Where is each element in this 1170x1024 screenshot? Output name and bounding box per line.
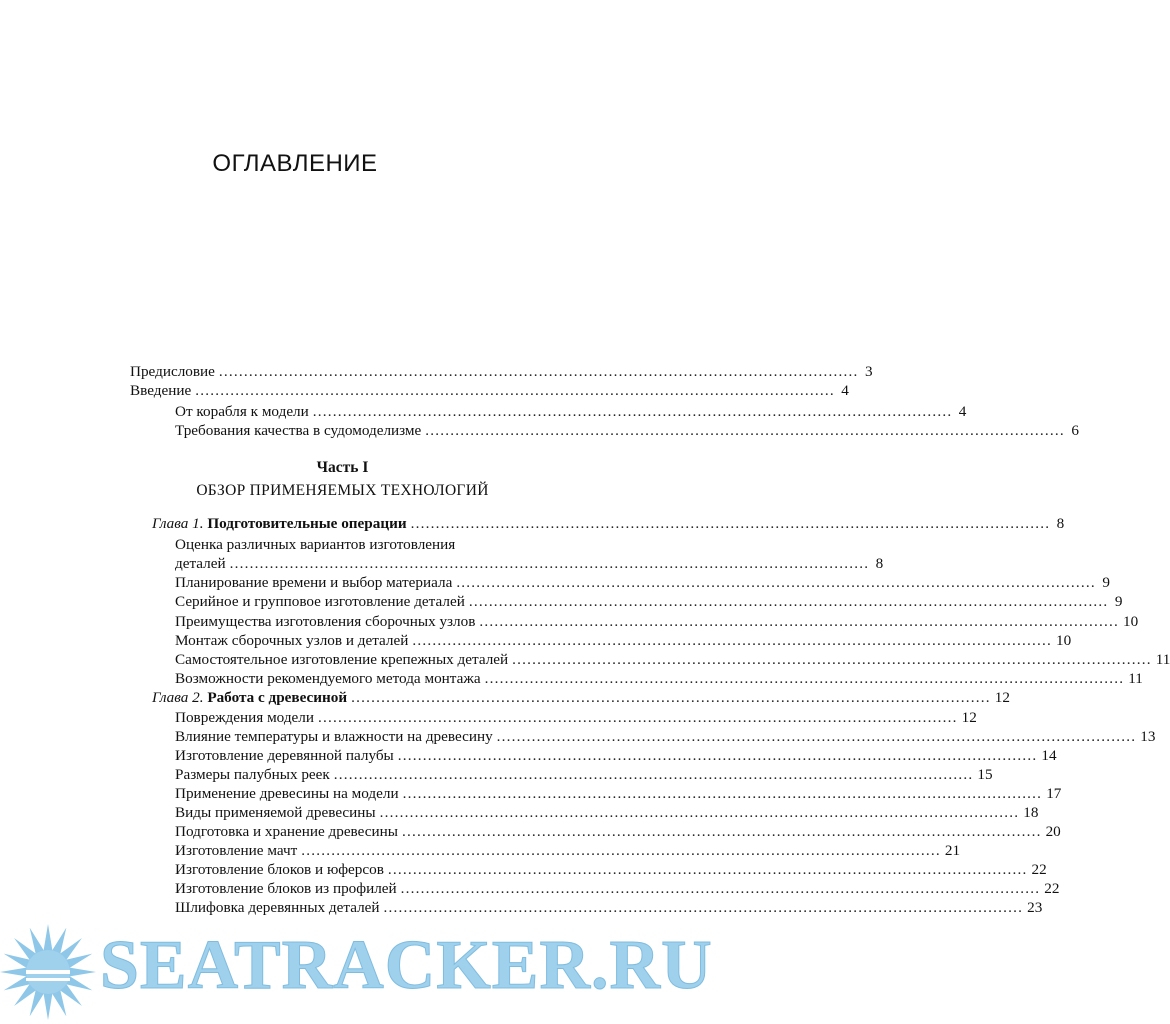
toc-entry-label: Шлифовка деревянных деталей bbox=[175, 899, 380, 916]
toc-entry-label: Преимущества изготовления сборочных узлов bbox=[175, 613, 476, 630]
toc-chapter-1[interactable] bbox=[152, 514, 1065, 533]
leader-dots: ................................................................................................................................ bbox=[383, 899, 1024, 916]
leader-dots: ................................................................................................................................ bbox=[318, 709, 958, 726]
chapter-prefix: Глава 1. bbox=[152, 515, 204, 532]
toc-entry-preface[interactable] bbox=[130, 362, 873, 381]
toc-entry[interactable] bbox=[175, 631, 1072, 650]
toc-entry-page: 18 bbox=[1023, 804, 1039, 821]
toc-entry[interactable] bbox=[175, 860, 1047, 879]
leader-dots: ................................................................................................................................ bbox=[496, 728, 1137, 745]
toc-entry-page: 22 bbox=[1031, 861, 1047, 878]
leader-dots: ................................................................................................................................ bbox=[195, 382, 835, 399]
chapter-heading bbox=[152, 514, 407, 533]
toc-entry-page: 17 bbox=[1046, 785, 1062, 802]
toc-entry-label: Влияние температуры и влажности на древесину bbox=[175, 728, 493, 745]
leader-dots: ................................................................................................................................ bbox=[512, 651, 1152, 668]
toc-entry-page: 14 bbox=[1041, 747, 1057, 764]
leader-dots: ................................................................................................................................ bbox=[387, 861, 1028, 878]
leader-dots: ................................................................................................................................ bbox=[468, 593, 1109, 610]
toc-entry-page: 3 bbox=[864, 363, 873, 380]
leader-dots: ................................................................................................................................ bbox=[479, 613, 1120, 630]
toc-entry-label: Самостоятельное изготовление крепежных деталей bbox=[175, 651, 509, 668]
leader-dots: ................................................................................................................................ bbox=[425, 422, 1065, 439]
page-title: ОГЛАВЛЕНИЕ bbox=[212, 150, 378, 177]
leader-dots: ................................................................................................................................ bbox=[400, 880, 1041, 897]
leader-dots: ................................................................................................................................ bbox=[410, 515, 1051, 532]
toc-entry-label: деталей bbox=[175, 555, 226, 572]
toc-entry-page: 8 bbox=[875, 555, 884, 572]
leader-dots: ................................................................................................................................ bbox=[379, 804, 1020, 821]
leader-dots: ................................................................................................................................ bbox=[412, 632, 1052, 649]
leader-dots: ................................................................................................................................ bbox=[218, 363, 859, 380]
toc-entry-label: Планирование времени и выбор материала bbox=[175, 574, 453, 591]
toc-entry-label: Требования качества в судомоделизме bbox=[175, 422, 422, 439]
toc-entry-label: Виды применяемой древесины bbox=[175, 804, 376, 821]
toc-entry-page: 10 bbox=[1055, 632, 1072, 649]
toc-entry-page: 21 bbox=[944, 842, 961, 859]
toc-entry-label: Серийное и групповое изготовление деталей bbox=[175, 593, 465, 610]
toc-entry-label: Введение bbox=[130, 382, 192, 399]
toc-entry[interactable] bbox=[175, 592, 1123, 611]
toc-entry-label: Монтаж сборочных узлов и деталей bbox=[175, 632, 409, 649]
leader-dots: ................................................................................................................................ bbox=[401, 823, 1042, 840]
toc-entry-page: 15 bbox=[977, 766, 993, 783]
toc-entry[interactable] bbox=[175, 708, 977, 727]
chapter-prefix: Глава 2. bbox=[152, 689, 204, 706]
toc-entry-page: 20 bbox=[1045, 823, 1061, 840]
leader-dots: ................................................................................................................................ bbox=[484, 670, 1125, 687]
toc-entry-label: Изготовление мачт bbox=[175, 842, 298, 859]
toc-entry[interactable] bbox=[175, 402, 967, 421]
toc-entry[interactable] bbox=[175, 784, 1062, 803]
toc-entry-page: 9 bbox=[1114, 593, 1123, 610]
leader-dots: ................................................................................................................................ bbox=[229, 555, 870, 572]
toc-entry-label: От корабля к модели bbox=[175, 403, 309, 420]
toc-entry[interactable] bbox=[175, 573, 1110, 592]
part-title: ОБЗОР ПРИМЕНЯЕМЫХ ТЕХНОЛОГИЙ bbox=[196, 482, 489, 499]
toc-entry-label: Изготовление деревянной палубы bbox=[175, 747, 394, 764]
toc-entry-label: Применение древесины на модели bbox=[175, 785, 399, 802]
toc-entry[interactable] bbox=[175, 650, 1170, 669]
toc-entry-page: 9 bbox=[1102, 574, 1110, 591]
toc-entry-introduction[interactable] bbox=[130, 381, 849, 400]
toc-entry-label: Изготовление блоков и юферсов bbox=[175, 861, 384, 878]
toc-entry-page: 12 bbox=[961, 709, 977, 726]
leader-dots: ................................................................................................................................ bbox=[456, 574, 1096, 591]
toc-entry[interactable] bbox=[175, 727, 1156, 746]
toc-entry-label: Повреждения модели bbox=[175, 709, 315, 726]
toc-entry-label: Подготовка и хранение древесины bbox=[175, 823, 398, 840]
toc-entry-page: 13 bbox=[1140, 728, 1156, 745]
toc-entry[interactable] bbox=[175, 822, 1061, 841]
toc-entry-page: 4 bbox=[958, 403, 967, 420]
toc-entry-label: Изготовление блоков из профилей bbox=[175, 880, 397, 897]
toc-entry-page: 8 bbox=[1056, 515, 1065, 532]
toc-entry-page: 12 bbox=[994, 689, 1010, 706]
toc-entry-page: 23 bbox=[1027, 899, 1043, 916]
watermark-text: SEATRACKER.RU bbox=[100, 927, 713, 1004]
toc-entry-label: Размеры палубных реек bbox=[175, 766, 330, 783]
toc-entry[interactable] bbox=[175, 841, 961, 860]
toc-entry-page: 11 bbox=[1128, 670, 1143, 687]
leader-dots: ................................................................................................................................ bbox=[351, 689, 991, 706]
leader-dots: ................................................................................................................................ bbox=[333, 766, 974, 783]
toc-entry[interactable] bbox=[175, 421, 1079, 440]
toc-entry-page: 22 bbox=[1044, 880, 1060, 897]
leader-dots: ................................................................................................................................ bbox=[301, 842, 941, 859]
toc-entry[interactable] bbox=[175, 765, 993, 784]
toc-entry[interactable] bbox=[175, 612, 1139, 631]
leader-dots: ................................................................................................................................ bbox=[312, 403, 953, 420]
toc-entry-label: Предисловие bbox=[130, 363, 215, 380]
toc-entry-label: Возможности рекомендуемого метода монтажа bbox=[175, 670, 481, 687]
toc-entry-page: 4 bbox=[841, 382, 849, 399]
toc-entry[interactable] bbox=[175, 554, 884, 573]
toc-entry[interactable] bbox=[175, 898, 1043, 917]
leader-dots: ................................................................................................................................ bbox=[397, 747, 1038, 764]
toc-entry-page: 11 bbox=[1155, 651, 1170, 668]
part-number: Часть I bbox=[316, 459, 369, 476]
chapter-title: Подготовительные операции bbox=[207, 515, 407, 532]
toc-entry-page: 10 bbox=[1123, 613, 1139, 630]
toc-entry[interactable] bbox=[175, 669, 1143, 688]
chapter-heading bbox=[152, 688, 347, 707]
leader-dots: ................................................................................................................................ bbox=[402, 785, 1043, 802]
toc-entry[interactable] bbox=[175, 803, 1039, 822]
toc-entry[interactable] bbox=[175, 879, 1060, 898]
toc-entry[interactable] bbox=[175, 746, 1057, 765]
toc-entry-page: 6 bbox=[1071, 422, 1079, 439]
toc-entry-label-line1: Оценка различных вариантов изготовления bbox=[175, 536, 456, 553]
toc-chapter-2[interactable] bbox=[152, 688, 1010, 707]
chapter-title: Работа с древесиной bbox=[207, 689, 348, 706]
